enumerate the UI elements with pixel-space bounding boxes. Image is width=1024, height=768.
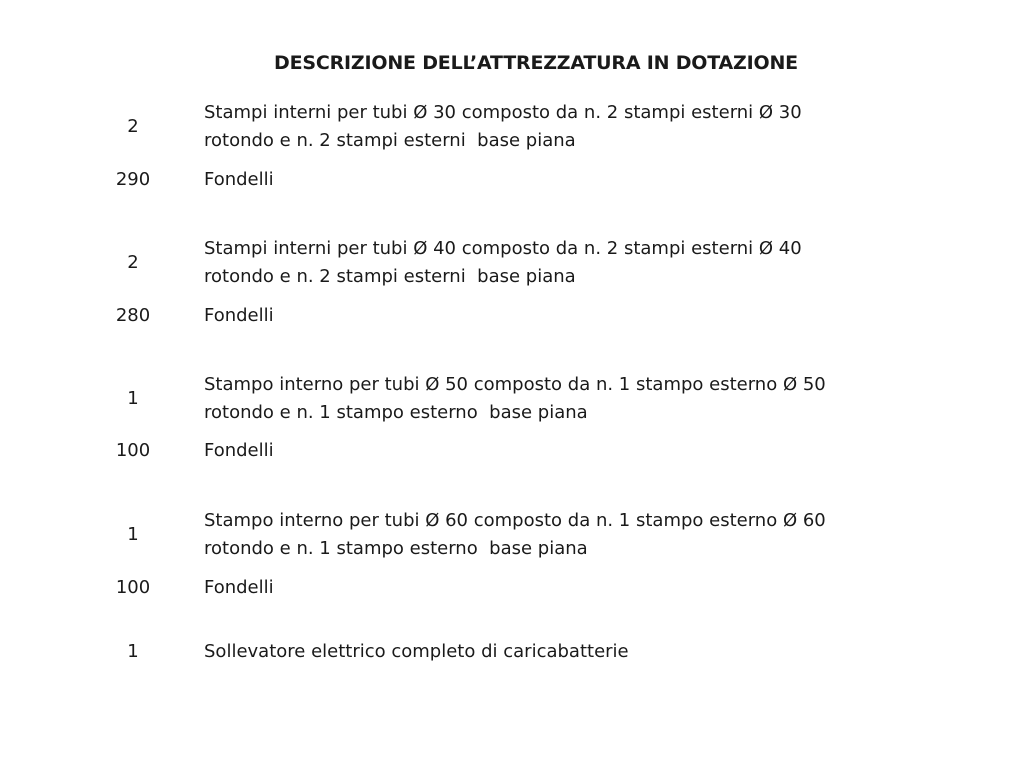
item-description: [204, 302, 904, 330]
item-description: [204, 507, 904, 563]
item-description: [204, 638, 904, 666]
item-quantity: 1: [127, 388, 139, 409]
item-quantity: 1: [127, 524, 139, 545]
description-line: rotondo e n. 1 stampo esterno base piana: [204, 538, 588, 559]
description-line: rotondo e n. 2 stampi esterni base piana: [204, 266, 576, 287]
item-quantity: 1: [127, 641, 139, 662]
description-line: Stampo interno per tubi Ø 60 composto da n. 1 stampo esterno Ø 60: [204, 510, 826, 531]
description-line: Stampo interno per tubi Ø 50 composto da n. 1 stampo esterno Ø 50: [204, 374, 826, 395]
item-quantity: 290: [115, 169, 151, 190]
item-description: [204, 371, 904, 427]
item-description: [204, 99, 904, 155]
item-description: [204, 574, 904, 602]
description-line: Fondelli: [204, 305, 274, 326]
item-quantity: 2: [127, 252, 139, 273]
description-line: Stampi interni per tubi Ø 40 composto da n. 2 stampi esterni Ø 40: [204, 238, 802, 259]
description-line: Stampi interni per tubi Ø 30 composto da n. 2 stampi esterni Ø 30: [204, 102, 802, 123]
description-line: rotondo e n. 1 stampo esterno base piana: [204, 402, 588, 423]
item-description: [204, 166, 904, 194]
description-line: rotondo e n. 2 stampi esterni base piana: [204, 130, 576, 151]
description-line: Sollevatore elettrico completo di caricabatterie: [204, 641, 629, 662]
item-quantity: 100: [115, 577, 151, 598]
description-line: Fondelli: [204, 169, 274, 190]
item-quantity: 2: [127, 116, 139, 137]
item-description: [204, 235, 904, 291]
item-quantity: 100: [115, 440, 151, 461]
description-line: Fondelli: [204, 577, 274, 598]
page-title: DESCRIZIONE DELL’ATTREZZATURA IN DOTAZIONE: [274, 52, 798, 74]
description-line: Fondelli: [204, 440, 274, 461]
item-quantity: 280: [115, 305, 151, 326]
item-description: [204, 437, 904, 465]
